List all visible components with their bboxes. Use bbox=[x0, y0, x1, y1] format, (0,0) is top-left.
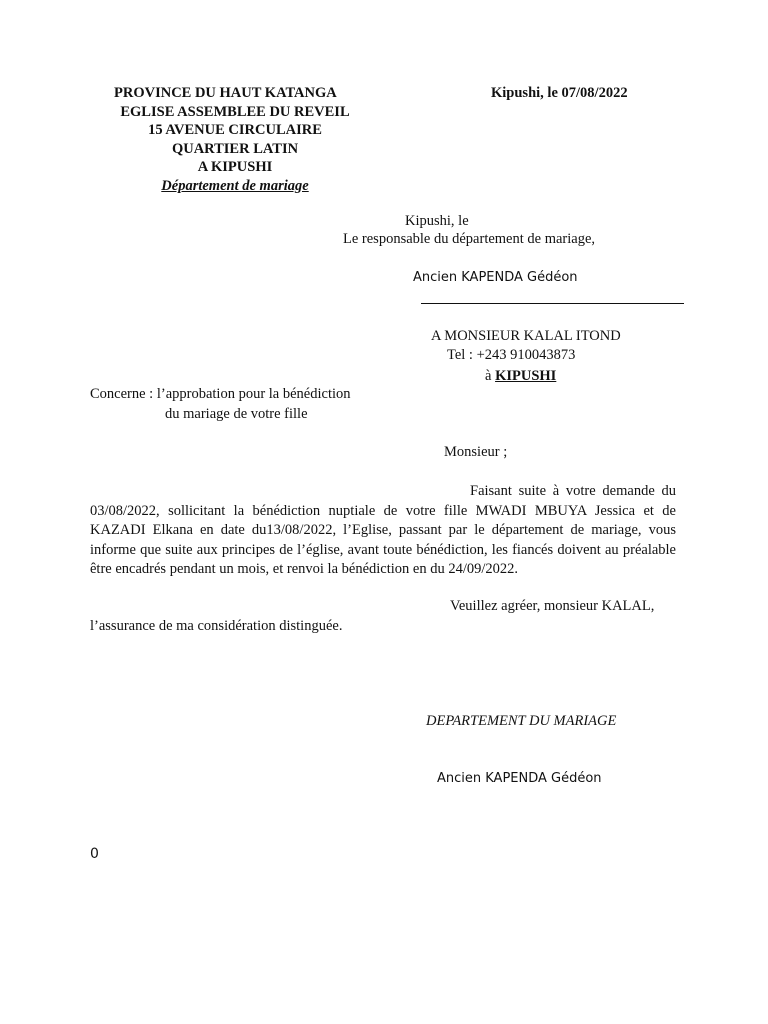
letterhead bbox=[90, 84, 380, 196]
recipient-city-prefix: à bbox=[485, 368, 496, 384]
sender-role: Le responsable du département de mariage, bbox=[343, 231, 596, 247]
church-quarter: QUARTIER LATIN bbox=[171, 140, 299, 157]
letter-date: Kipushi, le 07/08/2022 bbox=[491, 85, 628, 101]
church-name: EGLISE ASSEMBLEE DU REVEIL bbox=[120, 103, 350, 120]
closing-line-2: l’assurance de ma considération distinguée. bbox=[90, 618, 343, 634]
recipient-phone: Tel : +243 910043873 bbox=[447, 347, 576, 363]
closing-line-1: Veuillez agréer, monsieur KALAL, bbox=[450, 598, 655, 614]
department-name: Département de mariage bbox=[161, 177, 309, 194]
subject-line-1: Concerne : l’approbation pour la bénédiction bbox=[90, 386, 351, 402]
page-mark: 0 bbox=[90, 846, 99, 862]
body-paragraph bbox=[90, 482, 676, 580]
recipient-city: KIPUSHI bbox=[495, 368, 557, 384]
separator-line bbox=[421, 303, 684, 304]
sender-place: Kipushi, le bbox=[405, 213, 469, 229]
subject-line-2: du mariage de votre fille bbox=[165, 406, 308, 422]
salutation: Monsieur ; bbox=[444, 444, 508, 460]
signature-name: Ancien KAPENDA Gédéon bbox=[437, 771, 602, 786]
body-paragraph-text: Faisant suite à votre demande du 03/08/2022, sollicitant la bénédiction nuptiale de votre fille MWADI MBUYA Jessica et de KAZADI Elkana en date du13/08/2022, l’Eglise, passant par le département de mariage, vous informe que suite aux principes de l’église, avant toute bénédiction, les fiancés doivent au préalable être encadrés pendant un mois, et renvoi la bénédiction en du 24/09/2022. bbox=[90, 483, 676, 577]
sender-name: Ancien KAPENDA Gédéon bbox=[413, 270, 578, 285]
province-line: PROVINCE DU HAUT KATANGA bbox=[114, 85, 337, 101]
recipient-name: A MONSIEUR KALAL ITOND bbox=[431, 328, 621, 344]
signature-department: DEPARTEMENT DU MARIAGE bbox=[426, 713, 617, 729]
church-city: A KIPUSHI bbox=[197, 159, 273, 176]
church-address: 15 AVENUE CIRCULAIRE bbox=[148, 122, 322, 139]
recipient-city-line bbox=[485, 368, 556, 385]
